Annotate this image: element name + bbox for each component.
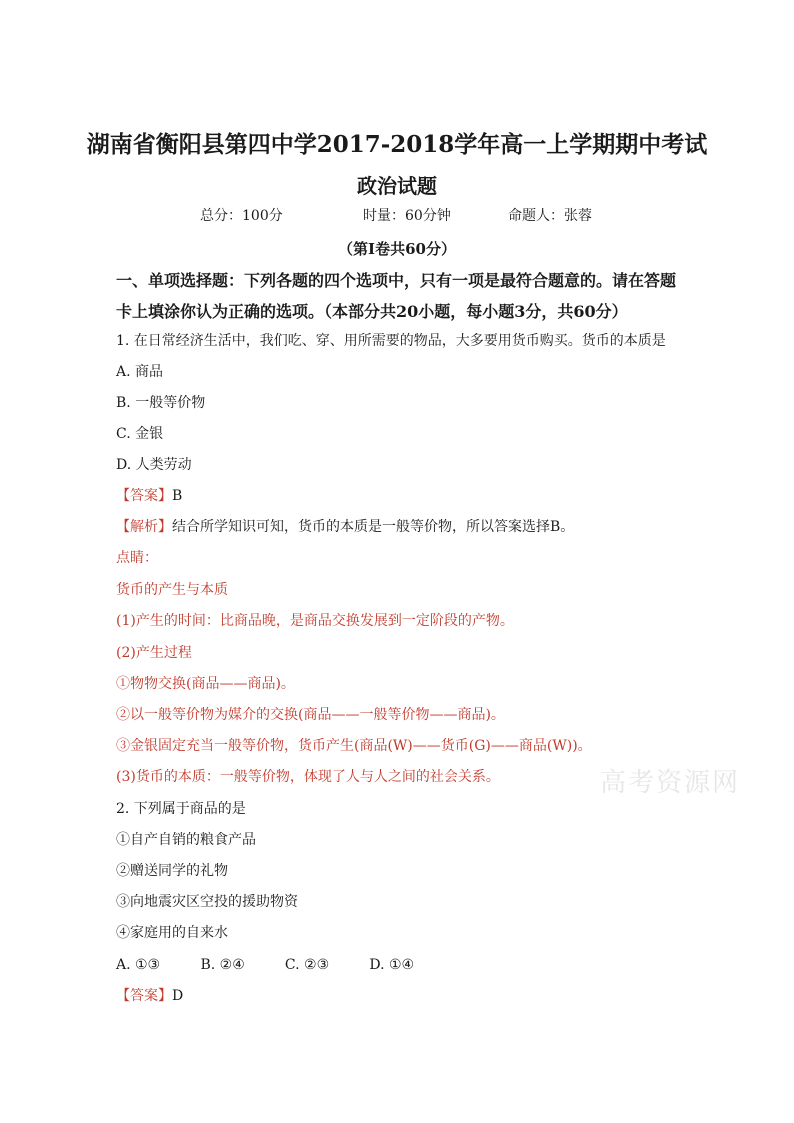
exam-title: 湖南省衡阳县第四中学2017-2018学年高一上学期期中考试	[86, 131, 708, 158]
q2-option-a: A. ①③	[116, 957, 161, 973]
q1-stem: 1. 在日常经济生活中，我们吃、穿、用所需要的物品，大多要用货币购买。货币的本质是	[116, 333, 666, 349]
q2-option-d: D. ①④	[369, 957, 415, 973]
answer-tag: 【答案】	[116, 488, 172, 504]
q1-note-3: ①物物交换(商品——商品)。	[116, 676, 295, 692]
q2-stem: 2. 下列属于商品的是	[116, 801, 246, 817]
q1-option-c: C. 金银	[116, 426, 164, 442]
analysis-tag: 【解析】	[116, 519, 172, 535]
meta-author: 命题人：张蓉	[508, 208, 592, 224]
instruction-line-1: 一、单项选择题：下列各题的四个选项中，只有一项是最符合题意的。请在答题	[116, 271, 677, 290]
q1-note-4: ②以一般等价物为媒介的交换(商品——一般等价物——商品)。	[116, 707, 505, 723]
q1-note-0: 货币的产生与本质	[116, 582, 228, 598]
meta-total: 总分：100分	[200, 208, 283, 224]
watermark: 高考资源网	[600, 768, 741, 798]
q1-analysis	[116, 517, 574, 537]
q1-note-6: (3)货币的本质：一般等价物，体现了人与人之间的社会关系。	[116, 769, 500, 785]
q1-option-b: B. 一般等价物	[116, 395, 206, 411]
meta-time: 时量：60分钟	[363, 208, 451, 224]
answer-value: D	[172, 988, 184, 1004]
q1-answer	[116, 486, 182, 506]
answer-tag: 【答案】	[116, 988, 172, 1004]
q2-answer	[116, 986, 183, 1006]
instruction-line-2: 卡上填涂你认为正确的选项。（本部分共20小题，每小题3分，共60分）	[116, 302, 628, 321]
q1-note-1: (1)产生的时间：比商品晚，是商品交换发展到一定阶段的产物。	[116, 613, 514, 629]
q2-item-2: ②赠送同学的礼物	[116, 863, 228, 879]
section-heading: （第Ⅰ卷共60分）	[338, 240, 456, 258]
q1-option-d: D. 人类劳动	[116, 457, 192, 473]
q1-point-label: 点睛：	[116, 550, 158, 566]
q2-option-b: B. ②④	[200, 957, 245, 973]
q1-note-2: (2)产生过程	[116, 645, 192, 661]
q1-note-5: ③金银固定充当一般等价物，货币产生(商品(W)——货币(G)——商品(W))。	[116, 738, 592, 754]
q2-option-c: C. ②③	[284, 957, 330, 973]
q2-item-3: ③向地震灾区空投的援助物资	[116, 894, 298, 910]
answer-value: B	[172, 488, 183, 504]
q2-item-4: ④家庭用的自来水	[116, 925, 228, 941]
q1-option-a: A. 商品	[116, 364, 164, 380]
q2-item-1: ①自产自销的粮食产品	[116, 832, 256, 848]
q2-options	[116, 955, 449, 975]
exam-subtitle: 政治试题	[357, 174, 437, 198]
analysis-text: 结合所学知识可知，货币的本质是一般等价物，所以答案选择B。	[172, 519, 575, 535]
